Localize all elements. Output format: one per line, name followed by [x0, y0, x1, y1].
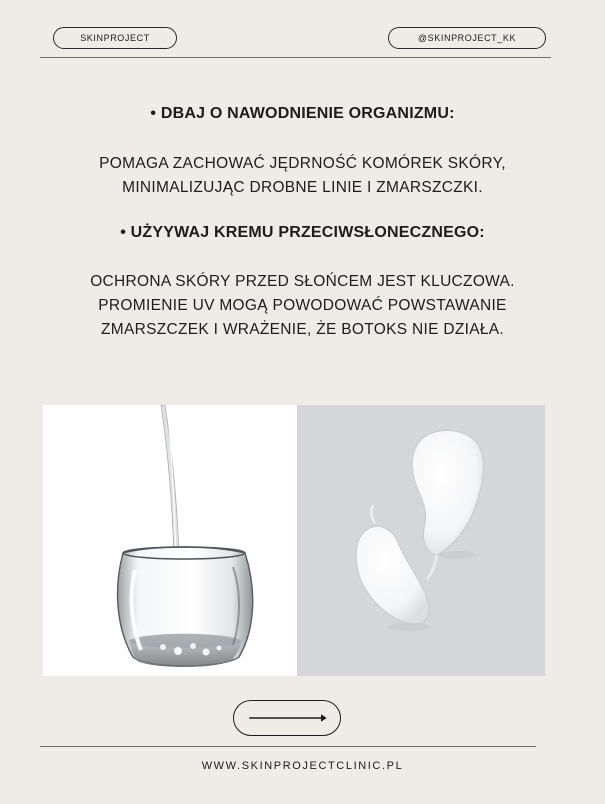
- brand-label: [53, 27, 177, 49]
- social-handle[interactable]: [388, 27, 546, 49]
- tip-body-hydration: [0, 152, 605, 200]
- brand-text: SKINPROJECT: [80, 33, 150, 43]
- website-link[interactable]: WWW.SKINPROJECTCLINIC.PL: [201, 760, 404, 772]
- tip-body-line: MINIMALIZUJĄC DROBNE LINIE I ZMARSZCZKI.: [122, 179, 483, 196]
- arrow-right-icon: [234, 701, 340, 735]
- social-handle-text: @SKINPROJECT_KK: [417, 33, 517, 43]
- tip-body-line: POMAGA ZACHOWAĆ JĘDRNOŚĆ KOMÓREK SKÓRY,: [99, 155, 506, 172]
- tip-body-line: PROMIENIE UV MOGĄ POWODOWAĆ POWSTAWANIE: [98, 297, 507, 314]
- next-arrow-button[interactable]: [233, 700, 341, 736]
- tip-heading-hydration: • DBAJ O NAWODNIENIE ORGANIZMU:: [150, 105, 455, 122]
- tip-heading-sunscreen: • UŻYYWAJ KREMU PRZECIWSŁONECZNEGO:: [120, 224, 485, 241]
- water-glass-photo: [43, 405, 297, 676]
- header-divider: [40, 57, 551, 58]
- cream-swatch-photo: [297, 405, 545, 676]
- tip-body-sunscreen: [0, 270, 605, 342]
- tip-body-line: OCHRONA SKÓRY PRZED SŁOŃCEM JEST KLUCZOWA.: [90, 273, 515, 290]
- tip-body-line: ZMARSZCZEK I WRAŻENIE, ŻE BOTOKS NIE DZIAŁA.: [100, 321, 505, 338]
- footer-divider: [40, 746, 536, 747]
